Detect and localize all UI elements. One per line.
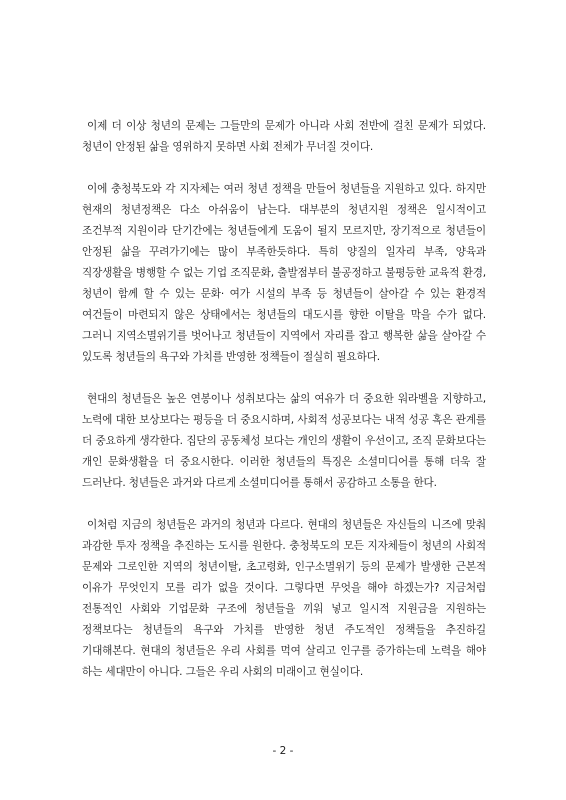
paragraph-2: 이에 충청북도와 각 지자체는 여러 청년 정책을 만들어 청년들을 지원하고 있다. 하지만 현재의 청년정책은 다소 아쉬움이 남는다. 대부분의 청년지원 정책은 일시적이고 조건부적 지원이라 단기간에는 청년들에게 도움이 될지 모르지만, 장기적으로 청년들이 안정된 삶을 꾸려가기에는 많이 부족한듯하다. 특히 양질의 일자리 부족, 양육과 직장생활을 병행할 수 없는 기업 조직문화, 출발점부터 불공정하고 불평등한 교육적 환경, 청년이 함께 할 수 있는 문화· 여가 시설의 부족 등 청년들이 살아갈 수 있는 환경적 여건들이 마련되지 않은 상태에서는 청년들의 대도시를 향한 이탈을 막을 수가 없다. 그러니 지역소멸위기를 벗어나고 청년들이 지역에서 자리를 잡고 행복한 삶을 살아갈 수 있도록 청년들의 욕구와 가치를 반영한 정책들이 절실히 필요하다. [82, 183, 486, 363]
body-text [82, 116, 486, 704]
page-number: - 2 - [272, 745, 294, 757]
paragraph-3: 현대의 청년들은 높은 연봉이나 성취보다는 삶의 여유가 더 중요한 워라벨을 지향하고, 노력에 대한 보상보다는 평등을 더 중요시하며, 사회적 성공보다는 내적 성공 혹은 관계를 더 중요하게 생각한다. 집단의 공동체성 보다는 개인의 생활이 우선이고, 조직 문화보다는 개인 문화생활을 더 중요시한다. 이러한 청년들의 특징은 소셜미디어를 통해 더욱 잘 드러난다. 청년들은 과거와 다르게 소셜미디어를 통해서 공감하고 소통을 한다. [82, 393, 486, 489]
paragraph-1: 이제 더 이상 청년의 문제는 그들만의 문제가 아니라 사회 전반에 걸친 문제가 되었다. 청년이 안정된 삶을 영위하지 못하면 사회 전체가 무너질 것이다. [82, 120, 486, 153]
paragraph-4: 이처럼 지금의 청년들은 과거의 청년과 다르다. 현대의 청년들은 자신들의 니즈에 맞춰 과감한 투자 정책을 추진하는 도시를 원한다. 충청북도의 모든 지자체들이 청년의 사회적 문제와 그로인한 지역의 청년이탈, 초고령화, 인구소멸위기 등의 문제가 발생한 근본적 이유가 무엇인지 모를 리가 없을 것이다. 그렇다면 무엇을 해야 하겠는가? 지금처럼 전통적인 사회와 기업문화 구조에 청년들을 끼워 넣고 일시적 지원금을 지원하는 정책보다는 청년들의 욕구와 가치를 반영한 청년 주도적인 정책들을 추진하길 기대해본다. 현대의 청년들은 우리 사회를 먹여 살리고 인구를 증가하는데 노력을 해야 하는 세대만이 아니다. 그들은 우리 사회의 미래이고 현실이다. [82, 519, 486, 678]
